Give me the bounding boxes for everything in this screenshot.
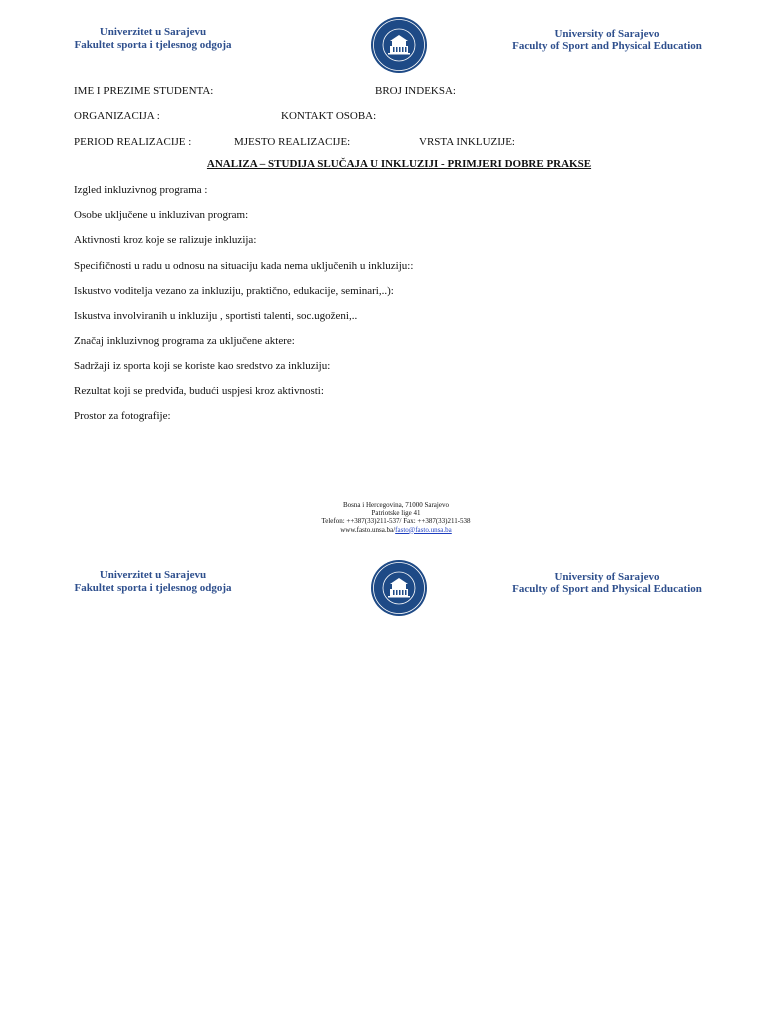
- bottom-header-left-university: Univerzitet u Sarajevu: [99, 569, 207, 581]
- bottom-header-left-block: [74, 569, 232, 595]
- footer-address-line2: Patriotske lige 41: [371, 509, 421, 518]
- field-inclusion-type: VRSTA INKLUZIJE:: [419, 136, 515, 148]
- university-seal: [370, 16, 428, 74]
- document-title: ANALIZA – STUDIJA SLUČAJA U INKLUZIJI - PRIMJERI DOBRE PRAKSE: [206, 158, 592, 170]
- field-contact-person: KONTAKT OSOBA:: [281, 110, 377, 122]
- footer-address-line1: Bosna i Hercegovina, 71000 Sarajevo: [343, 501, 449, 509]
- question-item: Iskustva involviranih u inkluziju , sportisti talenti, soc.ugoženi,..: [74, 310, 358, 322]
- question-item: Izgled inkluzivnog programa :: [74, 184, 208, 196]
- question-item: Iskustvo voditelja vezano za inkluziju, praktično, edukacije, seminari,..):: [74, 285, 394, 297]
- question-item: Aktivnosti kroz koje se ralizuje inkluzija:: [74, 234, 257, 246]
- top-header: [0, 18, 768, 82]
- question-item: Prostor za fotografije:: [74, 410, 171, 422]
- field-organization: ORGANIZACIJA :: [74, 110, 160, 122]
- question-item: Rezultat koji se predviđa, budući uspjesi kroz aktivnosti:: [74, 385, 324, 397]
- footer-phone: Telefon: ++387(33)211-537/ Fax: ++387(33)211-538: [321, 517, 471, 526]
- header-left-block: [74, 26, 232, 52]
- header-right-block: [508, 28, 706, 52]
- field-period: PERIOD REALIZACIJE :: [74, 136, 192, 148]
- field-index-number: BROJ INDEKSA:: [375, 85, 456, 97]
- footer-address: [12, 501, 768, 534]
- bottom-header-right-block: [508, 571, 706, 595]
- footer-web: www.fasto.unsa.ba/: [340, 525, 396, 534]
- header-right-faculty: Faculty of Sport and Physical Education: [512, 40, 702, 52]
- header-right-university: University of Sarajevo: [554, 28, 660, 40]
- footer-email-link[interactable]: fasto@fasto.unsa.ba: [395, 525, 452, 534]
- bottom-university-seal: [370, 559, 428, 617]
- question-item: Osobe uključene u inkluzivan program:: [74, 209, 249, 221]
- header-left-faculty: Fakultet sporta i tjelesnog odgoja: [74, 39, 232, 51]
- bottom-header-left-faculty: Fakultet sporta i tjelesnog odgoja: [74, 582, 232, 594]
- question-item: Sadržaji iz sporta koji se koriste kao sredstvo za inkluziju:: [74, 360, 331, 372]
- field-student-name: IME I PREZIME STUDENTA:: [74, 85, 214, 97]
- bottom-header-right-university: University of Sarajevo: [554, 571, 660, 583]
- bottom-header: [0, 561, 768, 625]
- question-item: Značaj inkluzivnog programa za uključene aktere:: [74, 335, 295, 347]
- question-item: Specifičnosti u radu u odnosu na situaciju kada nema uključenih u inkluziju::: [74, 260, 414, 272]
- header-left-university: Univerzitet u Sarajevu: [99, 26, 207, 38]
- bottom-header-right-faculty: Faculty of Sport and Physical Education: [512, 583, 702, 595]
- field-location: MJESTO REALIZACIJE:: [234, 136, 351, 148]
- footer-contact-line: [12, 526, 768, 534]
